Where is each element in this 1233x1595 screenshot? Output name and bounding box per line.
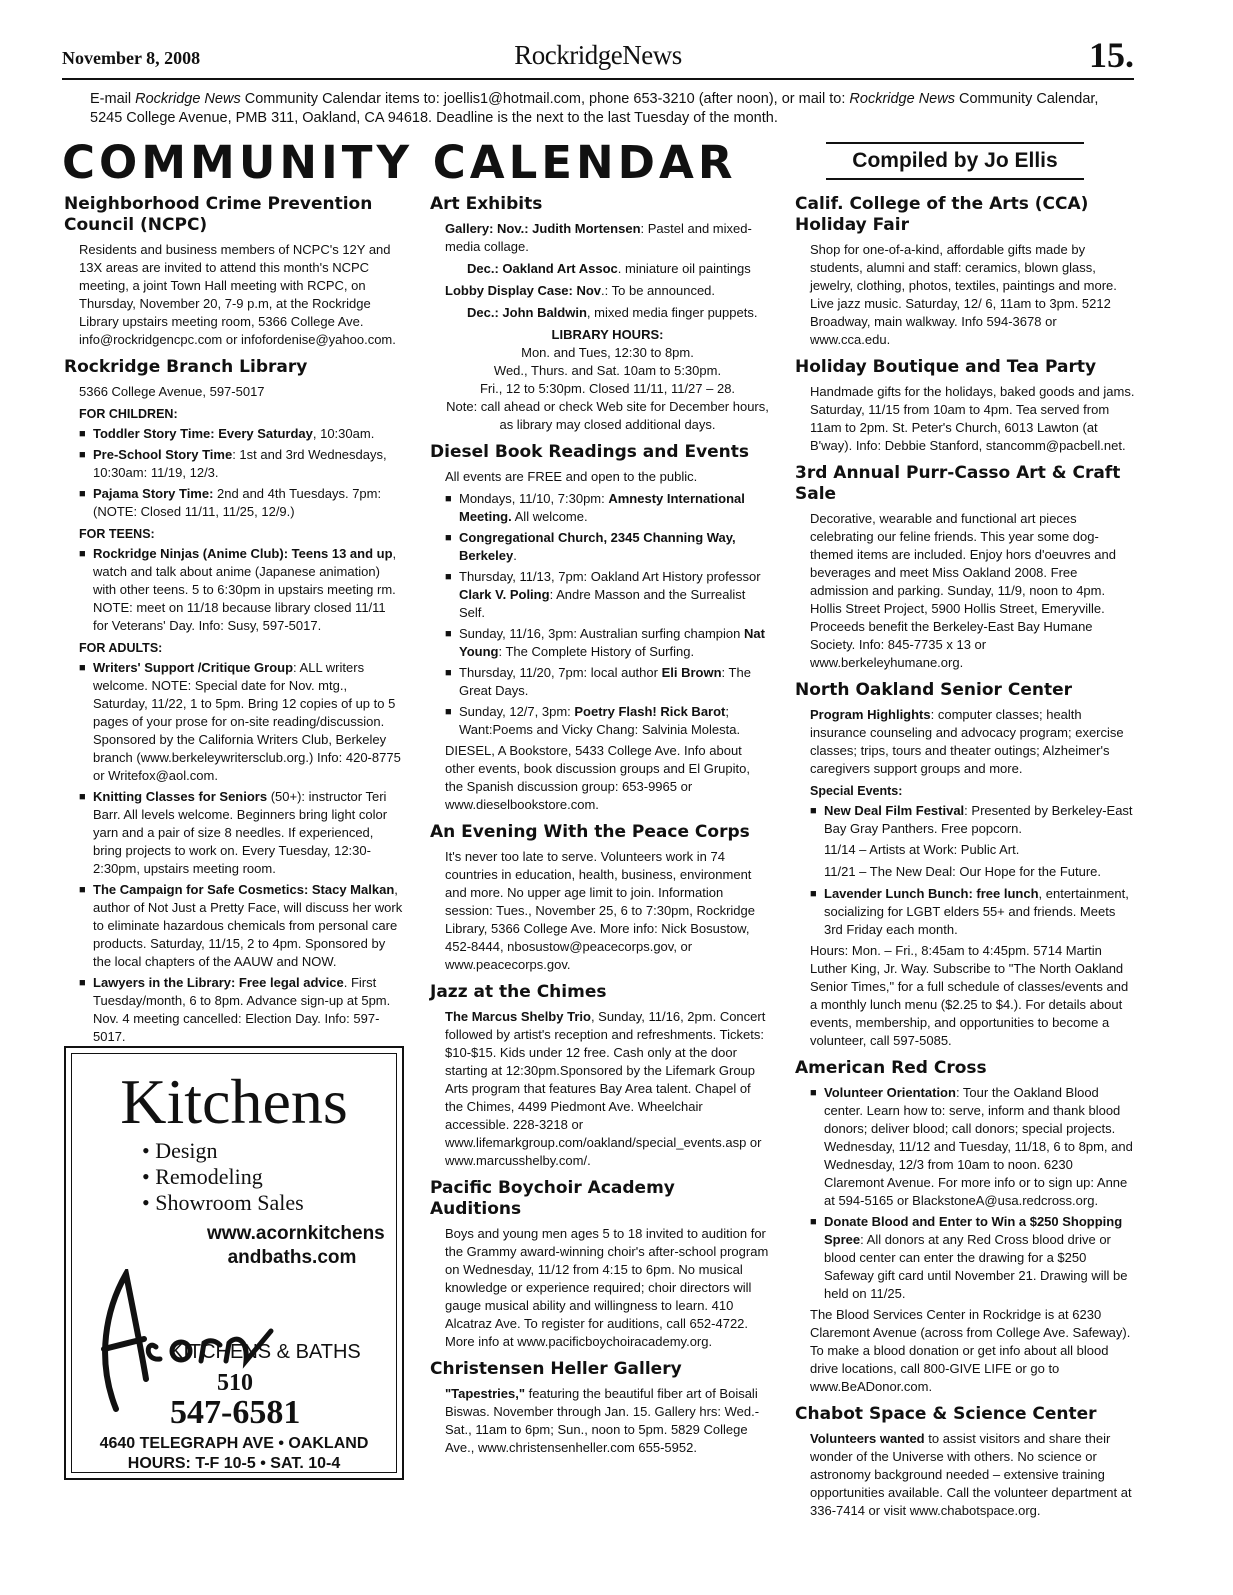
ad-area-code: 510 — [217, 1370, 253, 1396]
section-jazz — [430, 982, 770, 1170]
red-cross-list — [810, 1084, 1135, 1303]
column-2 — [430, 194, 770, 1465]
section-text: Handmade gifts for the holidays, baked goods and jams. Saturday, 11/15 from 10am to 4pm. Tea served from 11am to 2pm. St. Peter's Church, 6013 Lawton (at B'way). Info: Debbie Stanford, stancomm@pacbell.net. — [810, 384, 1135, 453]
list-item: ■ Writers' Support /Critique Group: ALL writers welcome. NOTE: Special date for Nov. mtg., Saturday, 11/22, 1 to 5pm. Bring 12 copies of up to 5 pages of your prose for on-site reading/discussion. Sponsored by the California Writers Club, Berkeley branch (www.berkeleywritersclub.org.) Info: 420-8775 or Writefox@aol.com. — [79, 659, 404, 785]
section-text: "Tapestries," featuring the beautiful fiber art of Boisali Biswas. November through Jan. 15. Gallery hrs: Wed.-Sat., 11am to 6pm; Sun., noon to 5pm. 5829 College Ave., www.christensenheller.com 655-5952. — [445, 1386, 760, 1455]
art-line: Dec.: John Baldwin, mixed media finger puppets. — [467, 305, 758, 320]
section-heading: Jazz at the Chimes — [430, 982, 607, 1002]
submission-info — [90, 90, 1120, 128]
section-peace-corps — [430, 822, 770, 974]
section-boutique — [795, 357, 1135, 455]
library-address: 5366 College Avenue, 597-5017 — [79, 384, 265, 399]
intro-text: Community Calendar items to: joellis1@hotmail.com, phone 653-3210 (after noon), or mail to: — [240, 91, 850, 107]
list-item: ■ Volunteer Orientation: Tour the Oakland Blood center. Learn how to: serve, inform and thank blood donors; deliver blood; call donors; special projects. Wednesday, 11/12 and Tuesday, 11/18, 6 to 8pm, and Wednesday, 12/3 from 10am to noon. 6230 Claremont Avenue. For more info or to sign up: Anne at 594-5165 or BlackstoneA@usa.redcross.org. — [810, 1084, 1135, 1210]
page-number: 15. — [1089, 35, 1134, 75]
library-hours: LIBRARY HOURS: Mon. and Tues, 12:30 to 8pm. Wed., Thurs. and Sat. 10am to 5:30pm. Fri., 12 to 5:30pm. Closed 11/11, 11/27 – 28. Note: call ahead or check Web site for December hours, as library may closed additional days. — [446, 327, 769, 432]
subheading: FOR ADULTS: — [79, 641, 163, 655]
list-item: ■ Lavender Lunch Bunch: free lunch, entertainment, socializing for LGBT elders 55+ and friends. Meets 3rd Friday each month. — [810, 885, 1135, 939]
ad-headline: Kitchens — [120, 1066, 348, 1137]
section-chabot — [795, 1404, 1135, 1520]
section-text: All events are FREE and open to the public. — [445, 469, 698, 484]
section-heading: Neighborhood Crime Prevention Council (NCPC) — [64, 194, 373, 235]
section-text: The Marcus Shelby Trio, Sunday, 11/16, 2pm. Concert followed by artist's reception and refreshments. Tickets: $10-$15. Kids under 12 free. Cash only at the door starting at 12:30pm.Sponsored by the Lifemark Group Arts program that features Bay Area talent. Chapel of the Chimes, 4499 Piedmont Ave. Wheelchair accessible. 228-3218 or www.lifemarkgroup.com/oakland/special_events.asp or www.marcusshelby.com/. — [445, 1009, 766, 1168]
senior-events-list — [810, 885, 1135, 939]
ad-url: www.acornkitchens andbaths.com — [207, 1223, 385, 1268]
diesel-list — [445, 490, 770, 739]
acorn-kitchens-ad — [64, 1046, 404, 1480]
list-item: ■ Knitting Classes for Seniors (50+): instructor Teri Barr. All levels welcome. Beginners bring light color yarn and a pair of size 8 needles. If experienced, bring projects to work on. Every Tuesday, 12:30-2:30pm, upstairs meeting room. — [79, 788, 404, 878]
section-text: Hours: Mon. – Fri., 8:45am to 4:45pm. 5714 Martin Luther King, Jr. Way. Subscribe to "The North Oakland Senior Times," for a full schedule of classes/events and a monthly lunch menu ($2.25 to $4.). For details about events, membership, and opportunities to become a volunteer, call 597-5085. — [810, 943, 1129, 1048]
paper-name: RockridgeNews — [514, 40, 682, 70]
section-heading: Art Exhibits — [430, 194, 543, 214]
section-heading: Holiday Boutique and Tea Party — [795, 357, 1097, 377]
ad-address: 4640 TELEGRAPH AVE • OAKLAND HOURS: T-F 10-5 • SAT. 10-4 — [99, 1435, 369, 1472]
ad-company: KITCHENS & BATHS — [170, 1341, 361, 1363]
byline: Compiled by Jo Ellis — [826, 142, 1084, 180]
list-item: ■ The Campaign for Safe Cosmetics: Stacy Malkan, author of Not Just a Pretty Face, will discuss her work to eliminate hazardous chemicals from personal care products. Saturday, 11/15, 2 to 4pm. Sponsored by the local chapters of the AAUW and NOW. — [79, 881, 404, 971]
ad-phone: 547-6581 — [170, 1394, 301, 1431]
section-text: DIESEL, A Bookstore, 5433 College Ave. Info about other events, book discussion groups and El Grupito, the Spanish discussion group: 653-9965 or www.dieselbookstore.com. — [445, 743, 750, 812]
ad-item: • Showroom Sales — [142, 1190, 304, 1215]
ad-border — [71, 1053, 397, 1473]
section-text: It's never too late to serve. Volunteers work in 74 countries in education, health, business, environment and more. No upper age limit to join. Information session: Tues., November 25, 6 to 7:30pm, Rockridge Library, 5366 College Ave. More info: Nick Bosustow, 452-8444, nbosustow@peacecorps.gov, or www.peacecorps.gov. — [445, 849, 755, 972]
section-heading: North Oakland Senior Center — [795, 680, 1072, 700]
section-library — [64, 357, 404, 1046]
masthead — [62, 35, 1134, 80]
section-heading: Pacific Boychoir Academy Auditions — [430, 1178, 675, 1219]
list-item: ■ Sunday, 11/16, 3pm: Australian surfing champion Nat Young: The Complete History of Surfing. — [445, 625, 770, 661]
section-text: Residents and business members of NCPC's 12Y and 13X areas are invited to attend this month's NCPC meeting, a joint Town Hall meeting with RCPC, on Thursday, November 20, 7-9 p.m, at the Rockridge Library upstairs meeting room, 5366 College Ave. info@rockridgencpc.com or infofordenise@yahoo.com. — [79, 242, 396, 347]
section-text: The Blood Services Center in Rockridge is at 6230 Claremont Avenue (across from College Ave. Safeway). To make a blood donation or get info about all blood drive locations, call 800-GIVE LIFE or go to www.BeADonor.com. — [810, 1307, 1131, 1394]
section-text: Program Highlights: computer classes; health insurance counseling and advocacy program; exercise classes; trips, tours and theater outings; Alzheimer's caregivers support groups and more. — [810, 707, 1124, 776]
intro-text: E-mail — [90, 91, 136, 107]
section-heading: American Red Cross — [795, 1058, 987, 1078]
ad-item: • Design — [142, 1138, 218, 1163]
section-text: Volunteers wanted to assist visitors and share their wonder of the Universe with others. No science or astronomy background needed – extensive training opportunities available. Call the volunteer department at 336-7414 or visit www.chabotspace.org. — [810, 1431, 1132, 1518]
section-heading: An Evening With the Peace Corps — [430, 822, 750, 842]
list-item: ■ Rockridge Ninjas (Anime Club): Teens 13 and up, watch and talk about anime (Japanese animation) with other teens. 5 to 6:30pm in upstairs meeting rm. NOTE: meet on 11/18 because library closed 11/11 for Veterans' Day. Info: Susy, 597-5017. — [79, 545, 404, 635]
film-date: 11/14 – Artists at Work: Public Art. — [824, 842, 1020, 857]
art-line: Lobby Display Case: Nov.: To be announced. — [445, 283, 716, 298]
list-item: ■ New Deal Film Festival: Presented by Berkeley-East Bay Gray Panthers. Free popcorn. — [810, 802, 1135, 838]
section-boychoir — [430, 1178, 770, 1351]
list-item: ■ Lawyers in the Library: Free legal advice. First Tuesday/month, 6 to 8pm. Advance sign-up at 5pm. Nov. 4 meeting cancelled: Election Day. Info: 597-5017. — [79, 974, 404, 1046]
section-diesel — [430, 442, 770, 814]
art-line: Dec.: Oakland Art Assoc. miniature oil paintings — [467, 261, 751, 276]
list-item: ■ Thursday, 11/13, 7pm: Oakland Art History professor Clark V. Poling: Andre Masson and the Surrealist Self. — [445, 568, 770, 622]
list-item: ■ Toddler Story Time: Every Saturday, 10:30am. — [79, 425, 404, 443]
column-1 — [64, 194, 404, 1054]
subheading: FOR CHILDREN: — [79, 407, 178, 421]
adults-list — [79, 659, 404, 1046]
teens-list — [79, 545, 404, 635]
list-item: ■ Thursday, 11/20, 7pm: local author Eli Brown: The Great Days. — [445, 664, 770, 700]
section-text: Boys and young men ages 5 to 18 invited to audition for the Grammy award-winning choir's after-school program on Wednesday, 11/12 from 4:15 to 6pm. No musical knowledge or experience required; choir directors will gauge musical ability and willingness to learn. 410 Alcatraz Ave. To register for auditions, call 652-4722. More info at www.pacificboychoiracademy.org. — [445, 1226, 769, 1349]
section-heading: 3rd Annual Purr-Casso Art & Craft Sale — [795, 463, 1121, 504]
film-date: 11/21 – The New Deal: Our Hope for the Future. — [824, 864, 1101, 879]
section-heading: Rockridge Branch Library — [64, 357, 308, 377]
list-item: ■ Pajama Story Time: 2nd and 4th Tuesdays. 7pm: (NOTE: Closed 11/11, 11/25, 12/9.) — [79, 485, 404, 521]
section-heading: Calif. College of the Arts (CCA) Holiday Fair — [795, 194, 1089, 235]
subheading: Special Events: — [810, 784, 903, 798]
section-cca — [795, 194, 1135, 349]
intro-paper: Rockridge News — [135, 91, 241, 107]
section-ncpc — [64, 194, 404, 349]
section-text: Decorative, wearable and functional art pieces celebrating our feline friends. This year some dog-themed items are included. Enjoy hors d'oeuvres and beverages and meet Miss Oakland 2008. Free admission and parking. Sunday, 11/9, noon to 4pm. Hollis Street Project, 5900 Hollis Street, Emeryville. Proceeds benefit the Berkeley-East Bay Humane Society. Info: 845-7735 x 13 or www.berkeleyhumane.org. — [810, 511, 1116, 670]
column-3 — [795, 194, 1135, 1528]
section-text: Shop for one-of-a-kind, affordable gifts made by students, alumni and staff: ceramics, blown glass, jewelry, clothing, photos, textiles, paintings and more. Live jazz music. Saturday, 12/ 6, 11am to 3pm. 5212 Broadway, main walkway. Info 594-3678 or www.cca.edu. — [810, 242, 1117, 347]
art-line: Gallery: Nov.: Judith Mortensen: Pastel and mixed-media collage. — [445, 221, 752, 254]
subheading: FOR TEENS: — [79, 527, 155, 541]
issue-date: November 8, 2008 — [62, 48, 201, 68]
senior-events-list — [810, 802, 1135, 838]
section-purr-casso — [795, 463, 1135, 672]
list-item: ■ Donate Blood and Enter to Win a $250 Shopping Spree: All donors at any Red Cross blood drive or blood center can enter the drawing for a $250 Safeway gift card until November 21. Drawing will be held on 11/25. — [810, 1213, 1135, 1303]
section-senior-center — [795, 680, 1135, 1050]
section-heller — [430, 1359, 770, 1457]
page-title: COMMUNITY CALENDAR — [62, 136, 737, 189]
intro-text: Community Calendar, 5245 College Avenue, PMB 311, Oakland, CA 94618. Deadline is the next to the last Tuesday of the month. — [90, 91, 1099, 126]
section-art — [430, 194, 770, 434]
ad-item: • Remodeling — [142, 1164, 263, 1189]
intro-paper: Rockridge News — [849, 91, 955, 107]
list-item: ■ Sunday, 12/7, 3pm: Poetry Flash! Rick Barot; Want:Poems and Vicky Chang: Salvinia Molesta. — [445, 703, 770, 739]
list-item: ■ Mondays, 11/10, 7:30pm: Amnesty International Meeting. All welcome. — [445, 490, 770, 526]
children-list — [79, 425, 404, 521]
section-heading: Diesel Book Readings and Events — [430, 442, 750, 462]
list-item: ■ Pre-School Story Time: 1st and 3rd Wednesdays, 10:30am: 11/19, 12/3. — [79, 446, 404, 482]
section-red-cross — [795, 1058, 1135, 1396]
section-heading: Christensen Heller Gallery — [430, 1359, 682, 1379]
list-item: ■ Congregational Church, 2345 Channing Way, Berkeley. — [445, 529, 770, 565]
section-heading: Chabot Space & Science Center — [795, 1404, 1097, 1424]
